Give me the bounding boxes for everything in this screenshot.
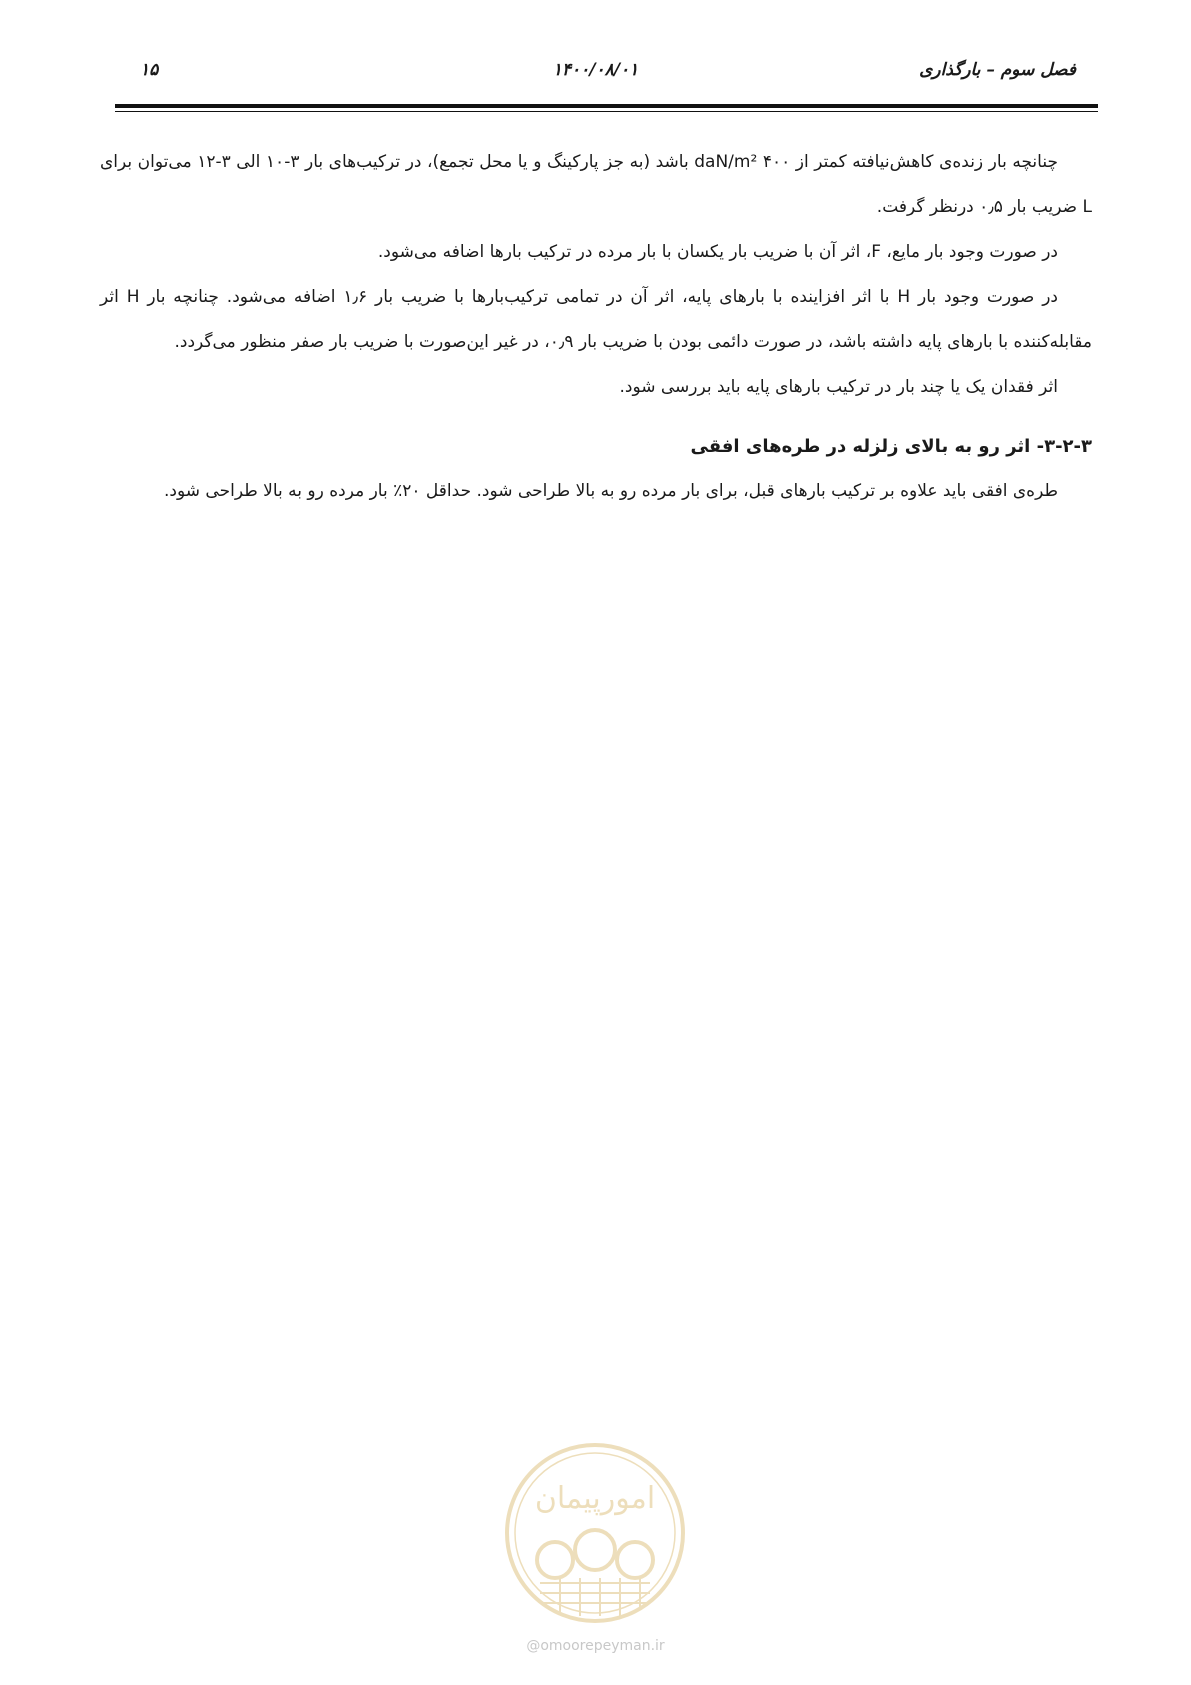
- logo-text: امورپیمان: [534, 1481, 656, 1516]
- watermark-logo: [500, 1438, 690, 1628]
- chapter-title: فصل سوم – بارگذاری: [919, 60, 1076, 80]
- paragraph-live-load: چنانچه بار زنده‌ی کاهش‌نیافته کمتر از daN/m² ۴۰۰ باشد (به جز پارکینگ و یا محل تجمع)، در ترکیب‌های بار ۳-۱۰ الی ۳-۱۲ می‌توان برای L ضریب بار ۰٫۵ درنظر گرفت.: [100, 152, 1092, 217]
- page-header: [115, 56, 1076, 86]
- paragraph-missing-load: اثر فقدان یک یا چند بار در ترکیب بارهای پایه باید بررسی شود.: [619, 377, 1058, 397]
- paragraph-cantilever: طره‌ی افقی باید علاوه بر ترکیب بارهای قبل، برای بار مرده رو به بالا طراحی شود. حداقل ۲۰٪ بار مرده رو به بالا طراحی شود.: [164, 481, 1058, 501]
- section-heading: ۳-۲-۳- اثر رو به بالای زلزله در طره‌های افقی: [690, 436, 1092, 457]
- paragraph-h-load: در صورت وجود بار H با اثر افزاینده با بارهای پایه، اثر آن در تمامی ترکیب‌بارها با ضریب بار ۱٫۶ اضافه می‌شود. چنانچه بار H اثر مقابله‌کننده با بارهای پایه داشته باشد، در صورت دائمی بودن با ضریب بار ۰٫۹، در غیر این‌صورت با ضریب بار صفر منظور می‌گردد.: [100, 287, 1092, 352]
- header-date: ۱۴۰۰/۰۸/۰۱: [552, 60, 639, 80]
- header-rule-thin: [115, 111, 1098, 112]
- header-rule-thick: [115, 104, 1098, 108]
- page-content: [100, 140, 1092, 514]
- paragraph-fluid-load: در صورت وجود بار مایع، F، اثر آن با ضریب بار یکسان با بار مرده در ترکیب بارها اضافه می‌شود.: [377, 242, 1058, 262]
- watermark-site: @omoorepeyman.ir: [526, 1638, 665, 1654]
- page-number: ۱۵: [140, 60, 159, 80]
